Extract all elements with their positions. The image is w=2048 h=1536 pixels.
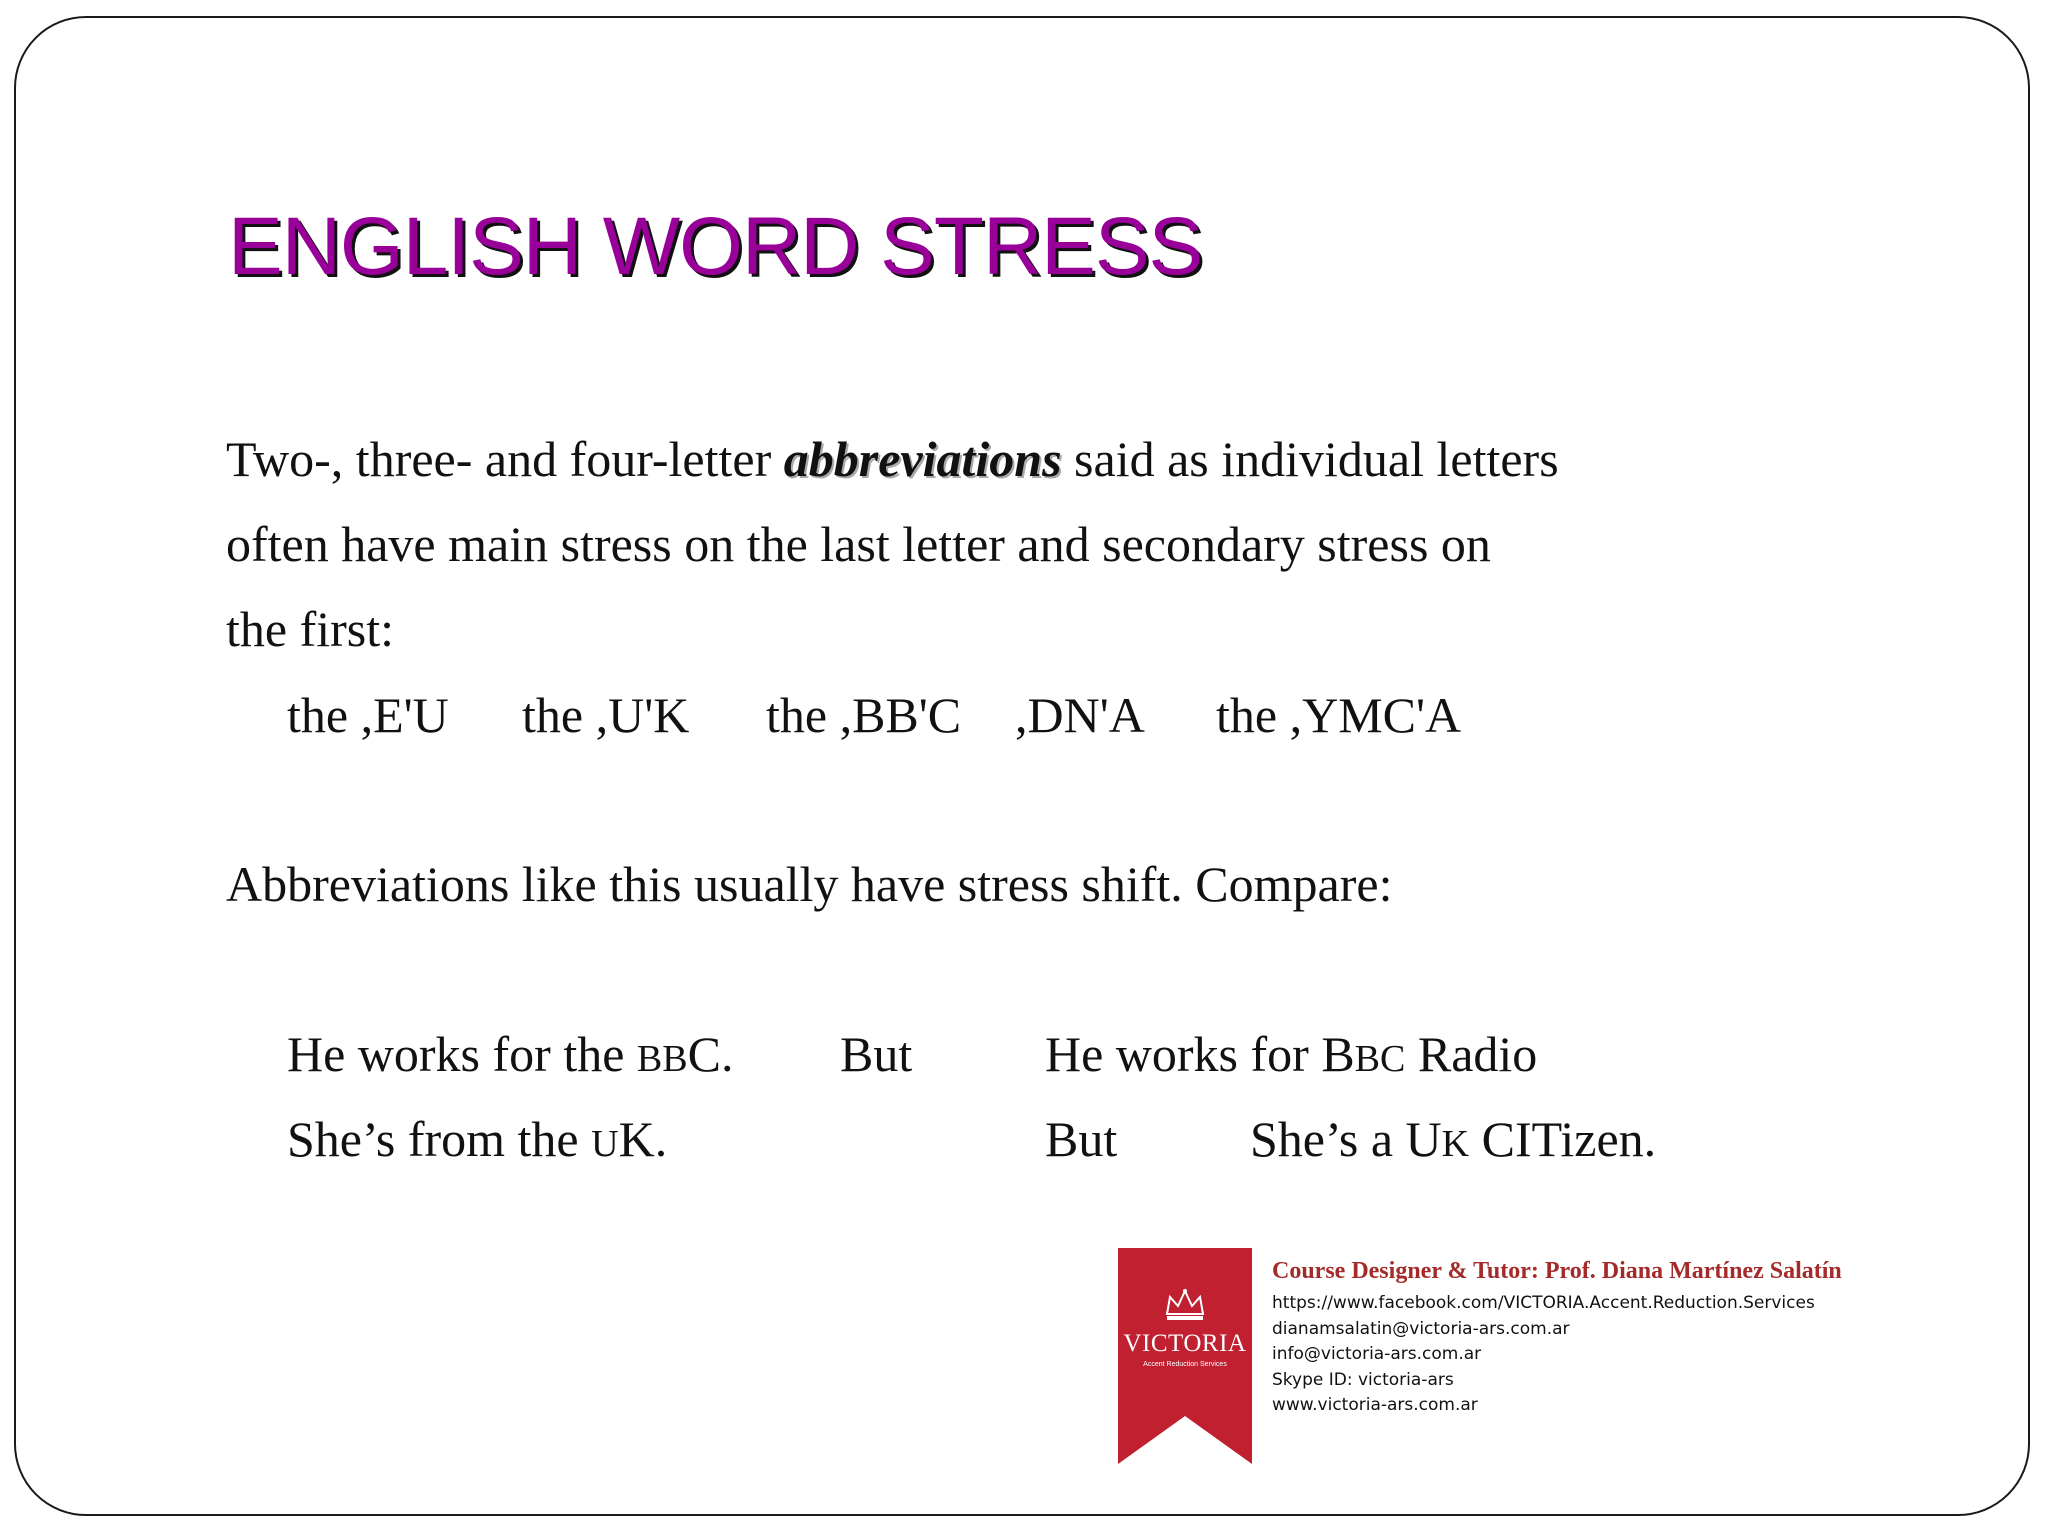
- victoria-logo: [1118, 1248, 1252, 1464]
- comparison-sentence: He works for BBC Radio: [1045, 1026, 1538, 1082]
- intro-line-2: often have main stress on the last letter and secondary stress on: [226, 516, 1491, 572]
- website-link[interactable]: www.victoria-ars.com.ar: [1272, 1395, 1478, 1415]
- contact-block: [1272, 1258, 1842, 1419]
- abbreviation-example: the ,E'U: [287, 687, 449, 743]
- abbreviation-example: the ,BB'C: [766, 687, 962, 743]
- course-designer-heading: Course Designer & Tutor: Prof. Diana Martínez Salatín: [1272, 1258, 1842, 1284]
- crown-icon: [1164, 1288, 1206, 1322]
- intro-text: said as individual letters: [1061, 431, 1559, 487]
- facebook-link[interactable]: https://www.facebook.com/VICTORIA.Accent.Reduction.Services: [1272, 1293, 1815, 1313]
- comparison-sentence: He works for the BBC.: [287, 1026, 734, 1082]
- comparison-sentence: She’s a UK CITizen.: [1250, 1111, 1657, 1167]
- skype-id: Skype ID: victoria-ars: [1272, 1369, 1454, 1390]
- intro-line-1: [226, 430, 1559, 488]
- logo-wordmark: VICTORIA: [1123, 1330, 1247, 1357]
- but-label: But: [840, 1026, 913, 1082]
- intro-line-3: the first:: [226, 601, 395, 657]
- emphasized-term: abbreviations: [783, 431, 1062, 487]
- slide-title: ENGLISH WORD STRESS: [228, 201, 1203, 292]
- email-address[interactable]: info@victoria-ars.com.ar: [1272, 1344, 1482, 1364]
- abbreviation-example: ,DN'A: [1015, 687, 1145, 743]
- comparison-sentence: She’s from the UK.: [287, 1111, 668, 1167]
- abbreviation-example: the ,U'K: [522, 687, 690, 743]
- logo-subtitle: Accent Reduction Services: [1143, 1361, 1227, 1368]
- but-label: But: [1045, 1111, 1118, 1167]
- email-address[interactable]: dianamsalatin@victoria-ars.com.ar: [1272, 1318, 1570, 1339]
- intro-text: Two-, three- and four-letter: [226, 431, 784, 487]
- stress-shift-statement: Abbreviations like this usually have stress shift. Compare:: [226, 856, 1393, 912]
- abbreviation-example: the ,YMC'A: [1216, 687, 1462, 743]
